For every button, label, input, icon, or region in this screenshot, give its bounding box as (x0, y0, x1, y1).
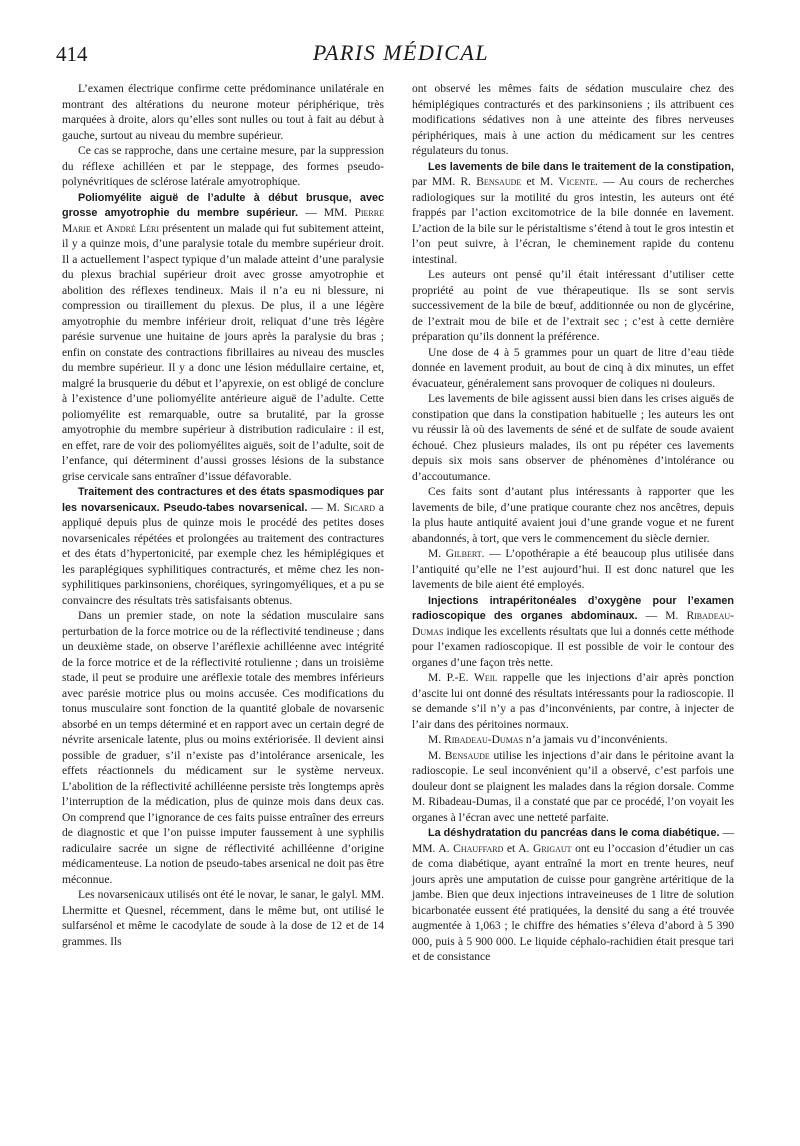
paragraph-text: utilise les injections d’air dans le péritoine avant la radioscopie. Le seul inconvénient qu’il a observé, c’est parfois une douleur dont se plaignent les malades dans la région dorsale. Comme M. Ribadeau-Dumas, il a constaté que par ce procédé, l’on voyait les organes à l’écran avec une netteté parfaite. (412, 749, 734, 824)
paragraph: L’examen électrique confirme cette prédominance unilatérale en montrant des altérations du neurone moteur périphérique, très marquées à droite, alors qu’elles sont nulles ou tout à fait au début à gauche, surtout au niveau du membre supérieur. (62, 83, 384, 142)
section-heading: La déshydratation du pancréas dans le coma diabétique. (428, 827, 720, 839)
paragraph-text: . — Au cours de recherches radiologiques sur la motilité du gros intestin, les auteurs ont été frappés par l’action excitomotrice de la bile donnée en lavement. L’action de la bile sur le péristaltisme s’étend à tout le gros intestin et l’on peut suivre, à l’écran, le cheminement rapide du contenu intestinal. (412, 176, 734, 266)
paragraph-text: — MM. A. (412, 827, 735, 855)
paragraph (412, 733, 734, 749)
author-name: Bensaude (476, 176, 522, 188)
paragraph-text: et A. (503, 842, 533, 855)
author-name: Bensaude (444, 749, 490, 762)
author-name: Pierre Marie (62, 207, 384, 235)
author-name: Grigaut (532, 842, 572, 855)
section-heading: Traitement des contractures et des états spasmodiques par les novarsenicaux. Pseudo-tabes novarsenical. (62, 486, 384, 514)
paragraph (412, 547, 734, 594)
paragraph (412, 826, 734, 966)
paragraph-text: M. P.-E. (428, 672, 474, 684)
paragraph-text: indique les excellents résultats que lui a donnés cette méthode pour l’examen radioscopique. Il est possible de voir le contour des organes d’une façon très nette. (412, 625, 734, 669)
paragraph: ont observé les mêmes faits de sédation musculaire chez des hémiplégiques contracturés et des parkinsoniens ; ils attribuent ces modifications sédatives non à une atteinte des fibres nerveuses périphériques, mais à une action du médicament sur les centres régulateurs du tonus. (412, 83, 734, 157)
section-heading: Les lavements de bile dans le traitement de la constipation, (428, 160, 734, 173)
paragraph: Les auteurs ont pensé qu’il était intéressant d’utiliser cette propriété au point de vue thérapeutique. Ils se sont servis successivement de la bile de bœuf, additionnée ou non de glycérine, de l’extrait mou de bile et de l’extrait sec ; c’est à cette dernière préparation qu’ils donnent la préférence. (412, 269, 734, 343)
paragraph (412, 160, 734, 269)
paragraph: Dans un premier stade, on note la sédation musculaire sans perturbation de la force motrice ou de la réflectivité tendineuse ; dans un deuxième stade, on observe l’aréflexie achilléenne avec intégrité de la force motrice et de la réflectivité rotulienne ; dans un troisième stade, il peut se produire une aréflexie totale des membres inférieurs avec parésie motrice plus ou moins accusée. Ces modifications du tonus musculaire sont fonction de la quantité globale de novarsenic absorbé en un temps déterminé et en rapport avec un certain degré de névrite arsenicale latente, plus ou moins extériorisée. Il devient ainsi possible de graduer, s’il n’existe pas d’intolérance arsenicale, les effets réactionnels du médicament sur le système nerveux. L’abolition de la réflectivité achilléenne persiste très longtemps après l’interruption de la médication, plus de quinze mois dans deux cas. On comprend que l’ignorance de ces faits puisse entraîner des erreurs de diagnostic et que l’on puisse imputer faussement à une syphilis radiculaire sacrée un signe de réflectivité achilléenne d’origine médicamenteuse. La notion de pseudo-tabes arsenical ne doit pas être méconnue. (62, 610, 384, 886)
paragraph (412, 749, 734, 827)
page-number: 414 (56, 42, 88, 66)
author-name: Weil (473, 672, 498, 684)
paragraph (62, 191, 384, 486)
paragraph-text: par MM. R. (412, 176, 477, 188)
right-column (412, 82, 734, 966)
paragraph (62, 485, 384, 609)
paragraph: Une dose de 4 à 5 grammes pour un quart de litre d’eau tiède donnée en lavement produit, au bout de cinq à dix minutes, un effet évacuateur, généralement sans provoquer de coliques ni douleurs. (412, 346, 734, 390)
paragraph-text: M. (428, 749, 445, 762)
paragraph-text: et M. (521, 176, 559, 188)
paragraph: Les lavements de bile agissent aussi bien dans les crises aiguës de constipation que dans la constipation habituelle ; les auteurs les ont vu réussir là où des lavements de séné et de sulfate de soude avaient échoué. Chez plusieurs malades, ils ont pu répéter ces lavements depuis six mois sans observer de phénomènes d’intolérance ou d’accoutumance. (412, 393, 734, 483)
author-name: Ribadeau-Dumas (444, 734, 524, 746)
paragraph-text: M. (428, 548, 446, 560)
paragraph-text: — MM. (298, 207, 355, 219)
paragraph-text: ont eu l’occasion d’étudier un cas de coma diabétique, ayant entraîné la mort en trente heures, neuf jours après une amputation de cuisse pour gangrène artéritique de la jambe. Bien que deux injections intraveineuses de 1 litre de solution bicarbonatée eussent été pratiquées, la densité du sang a été trouvée augmentée à 1,063 ; le chiffre des hématies s’éleva d’abord à 5 390 000, puis à 5 900 000. Le liquide céphalo-rachidien était presque tari et de consistance (412, 842, 734, 963)
section-heading: Poliomyélite aiguë de l’adulte à début brusque, avec grosse amyotrophie du membre supérieur. (62, 191, 384, 219)
paragraph-text: n’a jamais vu d’inconvénients. (523, 734, 668, 746)
paragraph-text: et (90, 222, 106, 235)
paragraph-text: — M. (637, 610, 687, 622)
paragraph: Les novarsenicaux utilisés ont été le novar, le sanar, le galyl. MM. Lhermitte et Quesnel, récemment, dans le même but, ont utilisé le sulfarsénol et même le cacodylate de soude à la dose de 12 et de 14 grammes. Ils (62, 889, 384, 948)
section-heading: Injections intrapéritonéales d’oxygène pour l’examen radioscopique des organes abdominaux. (412, 594, 734, 622)
author-name: André Léri (105, 222, 160, 235)
paragraph-text: a appliqué depuis plus de quinze mois le procédé des petites doses novarsenicales répétées et prolongées au traitement des contractures et des états d’hypertonicité, par exemple chez les hémiplégiques et les paraplégiques syphilitiques contracturés, et même chez les non-syphilitiques parkinsoniens, choréiques, syringomyéliques, et a pu se convaincre des résultats très satisfaisants obtenus. (62, 501, 384, 607)
paragraph-text: rappelle que les injections d’air après ponction d’ascite lui ont donné des résultats intéressants pour la radioscopie. Il se demande s’il n’y a pas d’inconvénients, par contre, à injecter de l’air dans des péritoines normaux. (412, 672, 734, 731)
author-name: Vicente (558, 176, 596, 188)
paragraph: Ce cas se rapproche, dans une certaine mesure, par la suppression du réflexe achilléen et par le steppage, des formes pseudo-polynévritiques de sclérose latérale amyotrophique. (62, 145, 384, 188)
paragraph-text: . — L’opothérapie a été beaucoup plus utilisée dans l’antiquité qu’elle ne l’est aujourd’hui. Il est donc naturel que les lavements de bile aient été employés. (412, 548, 734, 591)
author-name: Sicard (343, 501, 375, 514)
paragraph-text: — M. (307, 501, 344, 514)
paragraph-text: M. (428, 734, 445, 746)
paragraph-text: présentent un malade qui fut subitement atteint, il y a quinze mois, d’une paralysie totale du membre supérieur droit. Il a actuellement l’aspect typique d’un malade atteint d’une paralysie du plexus brachial supérieur droit avec grosse amyotrophie et abolition des réflexes tendineux. Mais il n’a eu ni blessure, ni compression ou tiraillement du plexus. De plus, il a une légère amyotrophie du membre inférieur droit, reliquat d’une très légère parésie survenue une huitaine de jours après la paralysie du bras ; enfin on constate des contractions fibrillaires au niveau des muscles du membre supérieur. Il y a donc une lésion médullaire certaine, et, malgré la brusquerie du début et l’apyrexie, on est obligé de conclure à l’existence d’une poliomyélite antérieure aiguë de l’adulte. Cette poliomyélite est remarquable, outre sa brutalité, par la grosse amyotrophie du membre supérieur à distribution radiculaire : il est, en effet, rare de voir des poliomyélites aiguës, soit de l’adulte, soit de l’enfance, qui déterminent d’aussi grosses lésions de la substance grise cervicale sans entraîner d’issue défavorable. (62, 222, 385, 483)
page-header (56, 40, 746, 70)
author-name: Ribadeau-Dumas (412, 610, 734, 638)
left-column (62, 82, 384, 950)
running-title: PARIS MÉDICAL (312, 40, 490, 65)
paragraph: Ces faits sont d’autant plus intéressants à rapporter que les lavements de bile, d’une pratique courante chez nos ancêtres, depuis la plus haute antiquité avaient joui d’une grande vogue et ne furent abandonnés, à tort, que vers le commencement du siècle dernier. (412, 486, 734, 545)
author-name: Chauffard (453, 842, 504, 855)
paragraph (412, 594, 734, 672)
paragraph (412, 671, 734, 733)
author-name: Gilbert (445, 548, 482, 560)
